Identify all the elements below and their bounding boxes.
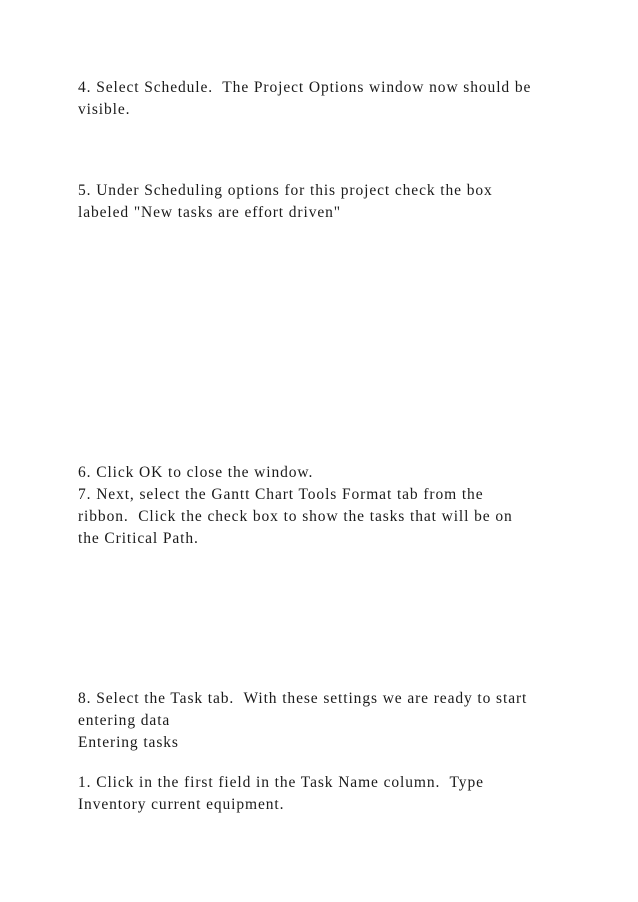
step-5-line-1: 5. Under Scheduling options for this project check the box xyxy=(78,182,493,199)
task-step-1-line-1: 1. Click in the first field in the Task Name column. Type xyxy=(78,774,484,791)
step-7-line-1: 7. Next, select the Gantt Chart Tools Format tab from the xyxy=(78,486,484,503)
step-7-line-2: ribbon. Click the check box to show the tasks that will be on xyxy=(78,508,513,525)
step-4-line-2: visible. xyxy=(78,101,131,118)
step-7-line-3: the Critical Path. xyxy=(78,530,199,547)
step-5-line-2: labeled "New tasks are effort driven" xyxy=(78,204,342,221)
step-8-line-2: entering data xyxy=(78,712,171,729)
step-4-line-1: 4. Select Schedule. The Project Options window now should be xyxy=(78,79,532,96)
step-8-line-1: 8. Select the Task tab. With these settings we are ready to start xyxy=(78,690,528,707)
step-6-line: 6. Click OK to close the window. xyxy=(78,464,314,481)
task-step-1-line-2: Inventory current equipment. xyxy=(78,796,285,813)
section-heading-entering-tasks: Entering tasks xyxy=(78,734,179,751)
